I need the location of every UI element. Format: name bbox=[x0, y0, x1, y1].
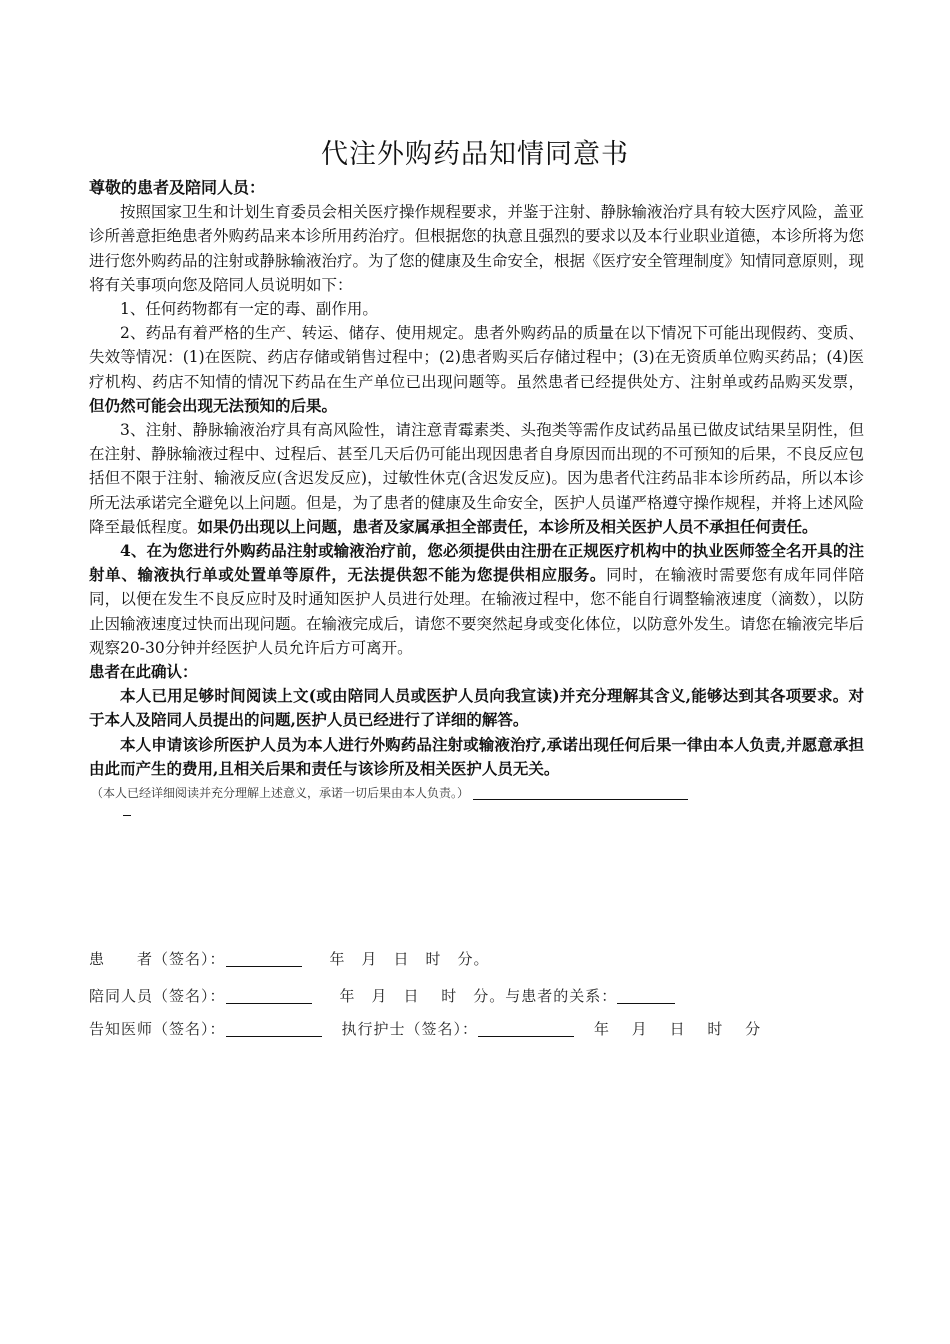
item-2-bold: 但仍然可能会出现无法预知的后果。 bbox=[89, 395, 338, 415]
companion-signature-line[interactable] bbox=[226, 987, 312, 1004]
staff-signature-row bbox=[89, 1018, 761, 1039]
item-2 bbox=[89, 321, 864, 418]
doctor-label: 告知医师（签名）： bbox=[89, 1020, 226, 1038]
companion-signature-row bbox=[89, 985, 675, 1006]
item-3-text: 3、注射、静脉输液治疗具有高风险性，请注意青霉素类、头孢类等需作皮试药品虽已做皮试结果呈阴性，但在注射、静脉输液过程中、过程后、甚至几天后仍可能出现因患者自身原因而出现的不可预知的后果，不良反应包括但不限于注射、输液反应(含迟发反应)，过敏性休克(含迟发反应)。因为患者代注药品非本诊所药品，所以本诊所无法承诺完全避免以上问题。但是，为了患者的健康及生命安全，医护人员谨严格遵守操作规程，并将上述风险降至最低程度。 bbox=[89, 421, 865, 536]
acknowledgement-note bbox=[89, 781, 864, 805]
item-2-text: 2、药品有着严格的生产、转运、储存、使用规定。患者外购药品的质量在以下情况下可能出现假药、变质、失效等情况：(1)在医院、药店存储或销售过程中；(2)患者购买后存储过程中；(3)在无资质单位购买药品；(4)医疗机构、药店不知情的情况下药品在生产单位已出现问题等。虽然患者已经提供处方、注射单或药品购买发票， bbox=[89, 324, 864, 391]
companion-time: 年 月 日 时 分。与患者的关系： bbox=[339, 987, 618, 1005]
item-4-text: 同时，在输液时需要您有成年同伴陪同，以便在发生不良反应时及时通知医护人员进行处理。在输液过程中，您不能自行调整输液速度（滴数），以防止因输液速度过快而出现问题。在输液完成后，请您不要突然起身或变化体位，以防意外发生。请您在输液完毕后观察20-30分钟并经医护人员允许后方可离开。 bbox=[89, 566, 865, 657]
item-3 bbox=[89, 418, 864, 539]
relationship-line[interactable] bbox=[617, 987, 675, 1004]
patient-signature-line[interactable] bbox=[226, 950, 302, 967]
nurse-label: 执行护士（签名）： bbox=[341, 1020, 479, 1038]
confirm-2: 本人申请该诊所医护人员为本人进行外购药品注射或输液治疗,承诺出现任何后果一律由本人负责,并愿意承担由此而产生的费用,且相关后果和责任与该诊所及相关医护人员无关。 bbox=[89, 734, 864, 778]
document-body bbox=[89, 176, 864, 816]
item-4 bbox=[89, 539, 864, 660]
patient-signature-row bbox=[89, 948, 490, 969]
nurse-signature-line[interactable] bbox=[478, 1020, 574, 1037]
nurse-time: 年 月 日 时 分 bbox=[594, 1020, 762, 1038]
note-text: （本人已经详细阅读并充分理解上述意义，承诺一切后果由本人负责。） bbox=[91, 786, 470, 801]
document-title: 代注外购药品知情同意书 bbox=[321, 139, 629, 170]
patient-time: 年 月 日 时 分。 bbox=[329, 950, 490, 968]
greeting: 尊敬的患者及陪同人员： bbox=[89, 178, 266, 197]
confirm-heading: 患者在此确认： bbox=[89, 662, 198, 682]
item-4-bold: 4、在为您进行外购药品注射或输液治疗前，您必须提供由注册在正规医疗机构中的执业医师签全名开具的注射单、输液执行单或处置单等原件，无法提供恕不能为您提供相应服务。 bbox=[89, 541, 864, 585]
intro-paragraph: 按照国家卫生和计划生育委员会相关医疗操作规程要求，并鉴于注射、静脉输液治疗具有较大医疗风险，盖亚诊所善意拒绝患者外购药品来本诊所用药治疗。但根据您的执意且强烈的要求以及本行业职业道德，本诊所将为您进行您外购药品的注射或静脉输液治疗。为了您的健康及生命安全，根据《医疗安全管理制度》知情同意原则，现将有关事项向您及陪同人员说明如下： bbox=[89, 203, 865, 294]
companion-label: 陪同人员（签名）： bbox=[89, 987, 226, 1005]
line-stub bbox=[123, 813, 131, 816]
doctor-signature-line[interactable] bbox=[226, 1020, 322, 1037]
patient-label: 患 者（签名）： bbox=[89, 950, 226, 968]
acknowledgement-signature-line[interactable] bbox=[473, 785, 688, 800]
item-1: 1、任何药物都有一定的毒、副作用。 bbox=[120, 300, 378, 319]
confirm-1: 本人已用足够时间阅读上文(或由陪同人员或医护人员向我宣读)并充分理解其含义,能够达到其各项要求。对于本人及陪同人员提出的问题,医护人员已经进行了详细的解答。 bbox=[89, 686, 864, 730]
item-3-bold: 如果仍出现以上问题，患者及家属承担全部责任，本诊所及相关医护人员不承担任何责任。 bbox=[197, 516, 818, 536]
